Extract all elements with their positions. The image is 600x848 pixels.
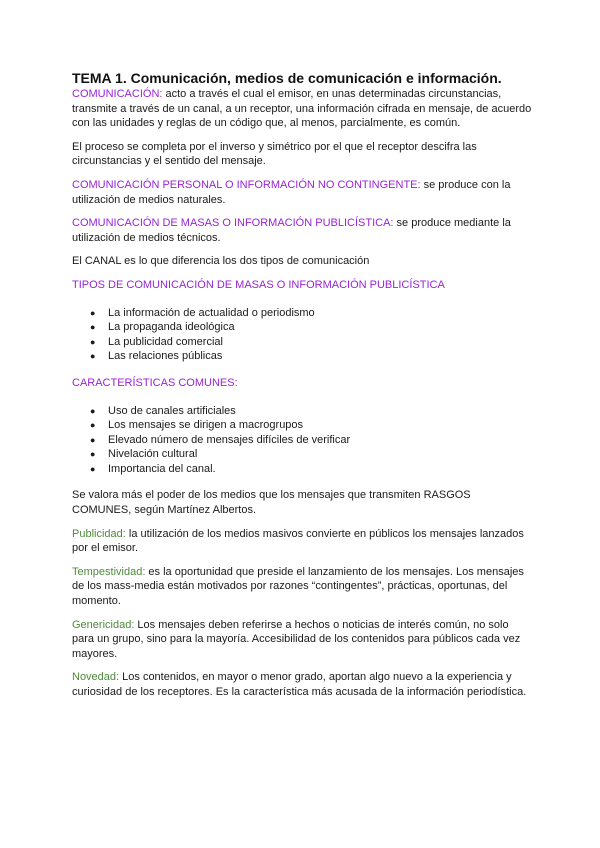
caracteristicas-heading: CARACTERÍSTICAS COMUNES: xyxy=(72,376,238,389)
bullet-icon: ● xyxy=(90,336,96,347)
bullet-icon: ● xyxy=(90,434,96,445)
list-item xyxy=(72,462,532,477)
list-item xyxy=(72,418,532,433)
comunicacion-text: acto a través el cual el emisor, en unas determinadas circunstancias, transmite a través de un canal, a un receptor, una información cifrada en mensaje, de acuerdo con las unidades y reglas de un código que, al menos, parcialmente, es común. xyxy=(72,88,532,130)
genericidad-text: Los mensajes deben referirse a hechos o noticias de interés común, no solo para un grupo, sino para la mayoría. Accesibilidad de los contenidos para públicos cada vez mayores. xyxy=(72,618,521,660)
page-title: TEMA 1. Comunicación, medios de comunicación e información. xyxy=(72,70,502,86)
tempestividad-definition xyxy=(72,565,532,609)
bullet-icon: ● xyxy=(90,420,96,431)
rasgos-paragraph: Se valora más el poder de los medios que los mensajes que transmiten RASGOS COMUNES, según Martínez Albertos. xyxy=(72,489,471,517)
personal-text: se produce con la utilización de medios naturales. xyxy=(72,178,511,206)
proceso-paragraph: El proceso se completa por el inverso y simétrico por el que el receptor descifra las circunstancias y el sentido del mensaje. xyxy=(72,140,477,168)
publicidad-text: la utilización de los medios masivos convierte en públicos los mensajes lanzados por el emisor. xyxy=(72,527,524,555)
bullet-icon: ● xyxy=(90,463,96,474)
list-item-text: La propaganda ideológica xyxy=(108,321,235,334)
bullet-icon: ● xyxy=(90,351,96,362)
novedad-definition xyxy=(72,670,532,699)
tempestividad-text: es la oportunidad que preside el lanzamiento de los mensajes. Los mensajes de los mass-media están motivados por razones “contingentes”, prácticas, oportunas, del momento. xyxy=(72,565,524,608)
tipos-heading: TIPOS DE COMUNICACIÓN DE MASAS O INFORMACIÓN PUBLICÍSTICA xyxy=(72,278,445,291)
list-item-text: La información de actualidad o periodismo xyxy=(108,306,315,319)
list-item-text: Los mensajes se dirigen a macrogrupos xyxy=(108,419,304,432)
list-item xyxy=(72,335,532,350)
bullet-icon: ● xyxy=(90,322,96,333)
canal-paragraph: El CANAL es lo que diferencia los dos tipos de comunicación xyxy=(72,255,370,268)
masas-definition xyxy=(72,216,532,245)
publicidad-label: Publicidad: xyxy=(72,527,126,540)
genericidad-label: Genericidad: xyxy=(72,618,135,631)
list-item xyxy=(72,349,532,364)
comunicacion-definition xyxy=(72,87,532,131)
list-item xyxy=(72,433,532,448)
genericidad-definition xyxy=(72,618,532,662)
list-item xyxy=(72,404,532,419)
list-item-text: Nivelación cultural xyxy=(108,448,198,461)
list-item-text: Importancia del canal. xyxy=(108,462,216,475)
novedad-label: Novedad: xyxy=(72,671,120,684)
bullet-icon: ● xyxy=(90,307,96,318)
masas-label: COMUNICACIÓN DE MASAS O INFORMACIÓN PUBLICÍSTICA: xyxy=(72,217,394,230)
masas-text: se produce mediante la utilización de medios técnicos. xyxy=(72,217,511,244)
list-item xyxy=(72,306,532,321)
publicidad-definition xyxy=(72,527,532,556)
personal-definition xyxy=(72,178,532,207)
personal-label: COMUNICACIÓN PERSONAL O INFORMACIÓN NO CONTINGENTE: xyxy=(72,178,421,191)
novedad-text: Los contenidos, en mayor o menor grado, aportan algo nuevo a la experiencia y curiosidad de los receptores. Es la característica más acusada de la información periodística. xyxy=(72,671,527,698)
comunicacion-label: COMUNICACIÓN: xyxy=(72,88,163,100)
caracteristicas-list xyxy=(72,404,532,477)
tempestividad-label: Tempestividad: xyxy=(72,565,146,578)
list-item xyxy=(72,447,532,462)
bullet-icon: ● xyxy=(90,449,96,460)
bullet-icon: ● xyxy=(90,405,96,416)
list-item-text: Las relaciones públicas xyxy=(108,350,223,363)
document-page xyxy=(72,70,532,709)
list-item xyxy=(72,320,532,335)
tipos-list xyxy=(72,306,532,364)
list-item-text: La publicidad comercial xyxy=(108,335,223,348)
list-item-text: Elevado número de mensajes difíciles de verificar xyxy=(108,433,351,446)
list-item-text: Uso de canales artificiales xyxy=(108,404,236,417)
